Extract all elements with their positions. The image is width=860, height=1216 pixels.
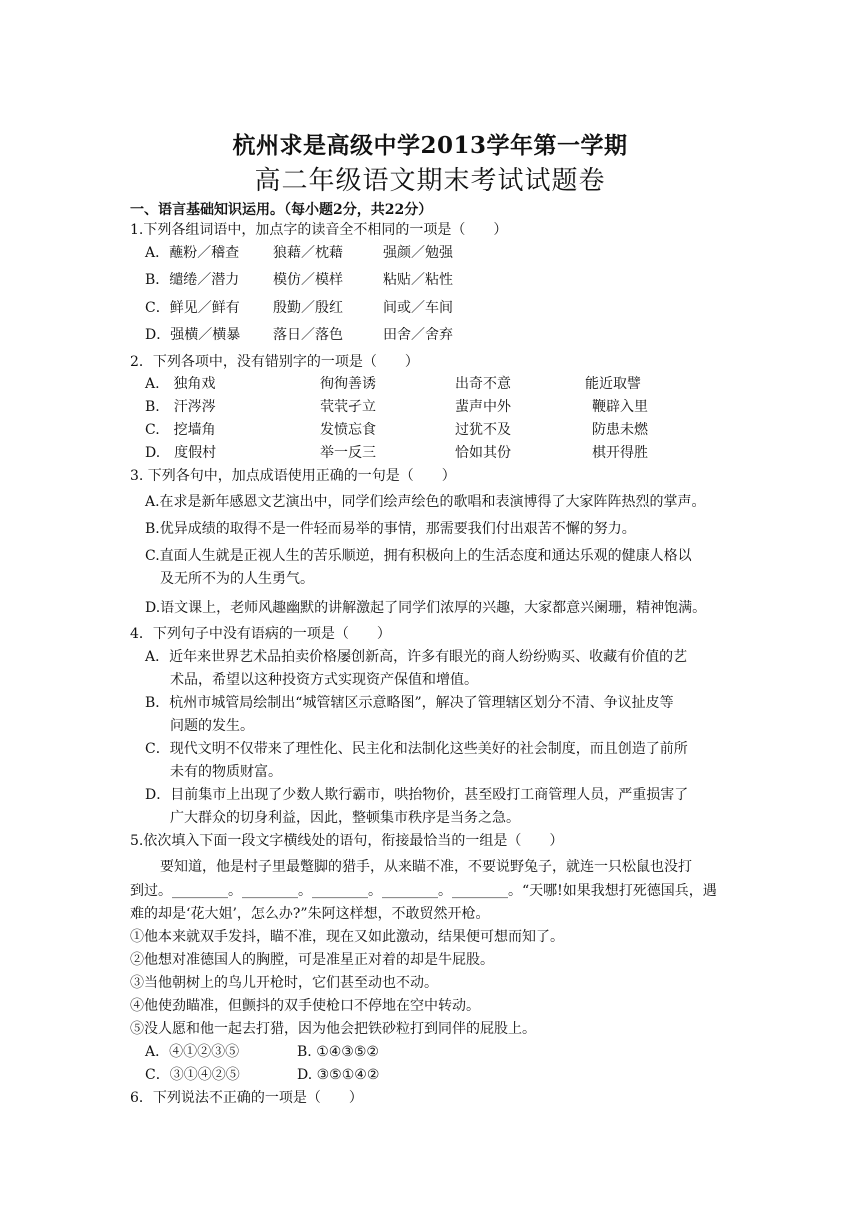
question-5-option-a: A．④①②③⑤ [145, 1044, 240, 1060]
option-cell: 发愤忘食 [320, 422, 376, 438]
option-cell: A．蘸粉／稽查 [145, 245, 240, 261]
question-4-option-d-cont: 广大群众的切身利益，因此，整顿集市秩序是当务之急。 [170, 810, 520, 826]
question-5-option-d: D. ③⑤①④② [297, 1067, 380, 1083]
question-4-option-c-cont: 未有的物质财富。 [170, 764, 282, 780]
question-2-stem: 2．下列各项中，没有错别字的一项是（ ） [130, 354, 419, 370]
question-4-option-a-cont: 术品，希望以这种投资方式实现资产保值和增值。 [170, 672, 478, 688]
option-cell: 茕茕孑立 [320, 399, 376, 415]
option-cell: D．强横／横暴 [145, 327, 241, 343]
option-cell: 殷勤／殷红 [273, 300, 343, 316]
question-3-option-c: C.直面人生就是正视人生的苦乐顺逆，拥有积极向上的生活态度和通达乐观的健康人格以 [145, 548, 692, 564]
option-cell: 出奇不意 [455, 376, 511, 392]
option-cell: 徇徇善诱 [320, 376, 376, 392]
option-cell: 田舍／舍弃 [383, 327, 453, 343]
option-cell: 棋开得胜 [592, 445, 648, 461]
question-4-option-d: D．目前集市上出现了少数人欺行霸市，哄抬物价，甚至殴打工商管理人员，严重损害了 [145, 787, 689, 803]
question-5-stem: 5.依次填入下面一段文字横线处的语句，衔接最恰当的一组是（ ） [130, 833, 564, 849]
question-5-option-c: C．③①④②⑤ [145, 1067, 240, 1083]
option-cell: 落日／落色 [273, 327, 343, 343]
option-cell: 蜚声中外 [455, 399, 511, 415]
option-cell: B. 汗涔涔 [145, 399, 216, 415]
question-4-option-a: A．近年来世界艺术品拍卖价格屡创新高，许多有眼光的商人纷纷购买、收藏有价值的艺 [145, 649, 688, 665]
option-cell: 过犹不及 [455, 422, 511, 438]
question-5-passage-line-1: 要知道，他是村子里最蹩脚的猎手，从来瞄不准，不要说野兔子，就连一只松鼠也没打 [160, 859, 692, 875]
option-cell: B．缱绻／潜力 [145, 272, 240, 288]
question-4-option-c: C．现代文明不仅带来了理性化、民主化和法制化这些美好的社会制度，而且创造了前所 [145, 741, 688, 757]
exam-title-school: 杭州求是高级中学2013学年第一学期 [232, 132, 628, 159]
option-cell: D. 度假村 [145, 445, 217, 461]
option-cell: 举一反三 [320, 445, 376, 461]
question-3-option-c-cont: 及无所不为的人生勇气。 [160, 571, 314, 587]
option-cell: C. 挖墙角 [145, 422, 216, 438]
question-3-option-d: D.语文课上，老师风趣幽默的讲解激起了同学们浓厚的兴趣，大家都意兴阑珊，精神饱满。 [145, 600, 707, 616]
option-cell: 防患未燃 [592, 422, 648, 438]
option-cell: C．鲜见／鲜有 [145, 300, 240, 316]
option-cell: 狼藉／枕藉 [273, 245, 343, 261]
section-heading: 一、语言基础知识运用。（每小题2分，共22分） [130, 202, 433, 218]
option-cell: 强颜／勉强 [383, 245, 453, 261]
question-5-sentence-3: ③当他朝树上的鸟儿开枪时，它们甚至动也不动。 [130, 975, 438, 991]
question-1-stem: 1.下列各组词语中，加点字的读音全不相同的一项是（ ） [130, 222, 508, 238]
question-4-option-b-cont: 问题的发生。 [170, 718, 254, 734]
question-5-sentence-1: ①他本来就双手发抖，瞄不准，现在又如此激动，结果便可想而知了。 [130, 929, 564, 945]
option-cell: A. 独角戏 [145, 376, 216, 392]
question-5-passage-line-3: 难的却是‘花大姐’，怎么办?”朱阿这样想，不敢贸然开枪。 [130, 906, 490, 922]
question-5-sentence-4: ④他使劲瞄准，但颤抖的双手使枪口不停地在空中转动。 [130, 998, 480, 1014]
question-3-stem: 3. 下列各句中，加点成语使用正确的一句是（ ） [130, 468, 456, 484]
question-3-option-a: A.在求是新年感恩文艺演出中，同学们绘声绘色的歌唱和表演博得了大家阵阵热烈的掌声。 [145, 494, 706, 510]
option-cell: 模仿／模样 [273, 272, 343, 288]
option-cell: 间或／车间 [383, 300, 453, 316]
option-cell: 鞭辟入里 [592, 399, 648, 415]
option-cell: 能近取譬 [585, 376, 641, 392]
question-4-option-b: B．杭州市城管局绘制出“城管辖区示意略图”，解决了管理辖区划分不清、争议扯皮等 [145, 695, 674, 711]
question-3-option-b: B.优异成绩的取得不是一件轻而易举的事情，那需要我们付出艰苦不懈的努力。 [145, 521, 636, 537]
option-cell: 恰如其份 [455, 445, 511, 461]
option-cell: 粘贴／粘性 [383, 272, 453, 288]
question-5-sentence-5: ⑤没人愿和他一起去打猎，因为他会把铁砂粒打到同伴的屁股上。 [130, 1021, 536, 1037]
question-6-stem: 6．下列说法不正确的一项是（ ） [130, 1090, 363, 1106]
question-5-option-b: B. ①④③⑤② [297, 1044, 379, 1060]
exam-title-paper: 高二年级语文期末考试试题卷 [254, 166, 606, 196]
question-4-stem: 4．下列句子中没有语病的一项是（ ） [130, 626, 391, 642]
question-5-passage-line-2: 到过。________。________。________。________。________。“天哪!如果我想打死德国兵，遇 [130, 883, 717, 899]
question-5-sentence-2: ②他想对准德国人的胸膛，可是准星正对着的却是牛屁股。 [130, 952, 494, 968]
